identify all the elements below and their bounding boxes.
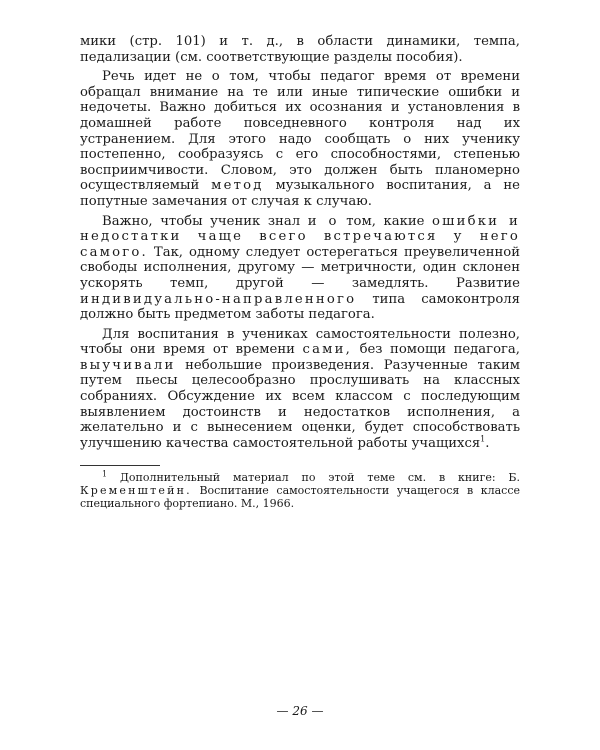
footnote [80, 471, 520, 510]
footnote-author: Кременштейн. [80, 484, 192, 498]
spaced-emphasis: ошибки и недостатки чаще всего встречаются у него самого. [80, 213, 520, 260]
footnote-text: Дополнительный материал по этой теме см. в книге: Б. [119, 471, 520, 485]
paragraph-self-knowledge [80, 214, 520, 323]
spaced-emphasis: сами, [302, 342, 352, 358]
spaced-emphasis: выучивали [80, 357, 176, 373]
spaced-emphasis: метод [211, 178, 264, 194]
paragraph-text: мики (стр. 101) и т. д., в области динамики, темпа, педализации (см. соответствующие разделы пособия). [80, 34, 520, 65]
paragraph-text: музыкального воспитания, а не попутные замечания от случая к случаю. [80, 178, 520, 209]
paragraph-text: Важно, чтобы ученик знал [102, 213, 301, 229]
page-body [80, 34, 520, 510]
paragraph-independence [80, 327, 520, 452]
spaced-emphasis: и о [307, 213, 339, 229]
paragraph-method [80, 69, 520, 209]
paragraph-text: Для воспитания в учениках самостоятельности полезно, чтобы они время от времени [80, 326, 520, 358]
paragraph-text: том, какие [346, 213, 425, 229]
footnote-marker: 1 [102, 469, 108, 479]
footnote-text: Воспитание самостоятельности учащегося в классе специального фортепиано. М., 1966. [80, 484, 520, 511]
paragraph-text: . [485, 435, 490, 451]
page-number: — 26 — [276, 704, 324, 718]
footnote-reference: 1 [480, 434, 486, 444]
paragraph-text: Речь идет не о том, чтобы педагог время от времени обращал внимание на те или иные типические ошибки и недочеты. Важно добиться их осознания и установления в домашней работе повседневного контроля над их устранением. Для этого надо сообщать о них ученику постепенно, сообразуясь с его способностями, степенью восприимчивости. Словом, это должен быть планомерно осуществляемый [80, 69, 520, 194]
paragraph-text: небольшие произведения. Разученные таким путем пьесы целесообразно прослушивать на классных собраниях. Обсуждение их всем классом с последующим выявлением достоинств и недостатков исполнения, а желательно и с вынесением оценки, будет способствовать улучшению качества самостоятельной работы учащихся [80, 357, 520, 451]
paragraph-text: типа самоконтроля должно быть предметом заботы педагога. [80, 291, 520, 323]
paragraph-text: без помощи педагога, [359, 342, 520, 358]
spaced-emphasis: индивидуально-направленного [80, 291, 357, 307]
footnote-divider [80, 465, 160, 466]
paragraph-text: Так, одному следует остерегаться преувеличенной свободы исполнения, другому — метричности, один склонен ускорять темп, другой — замедлять. Развитие [80, 244, 521, 291]
paragraph-continuation [80, 34, 520, 65]
